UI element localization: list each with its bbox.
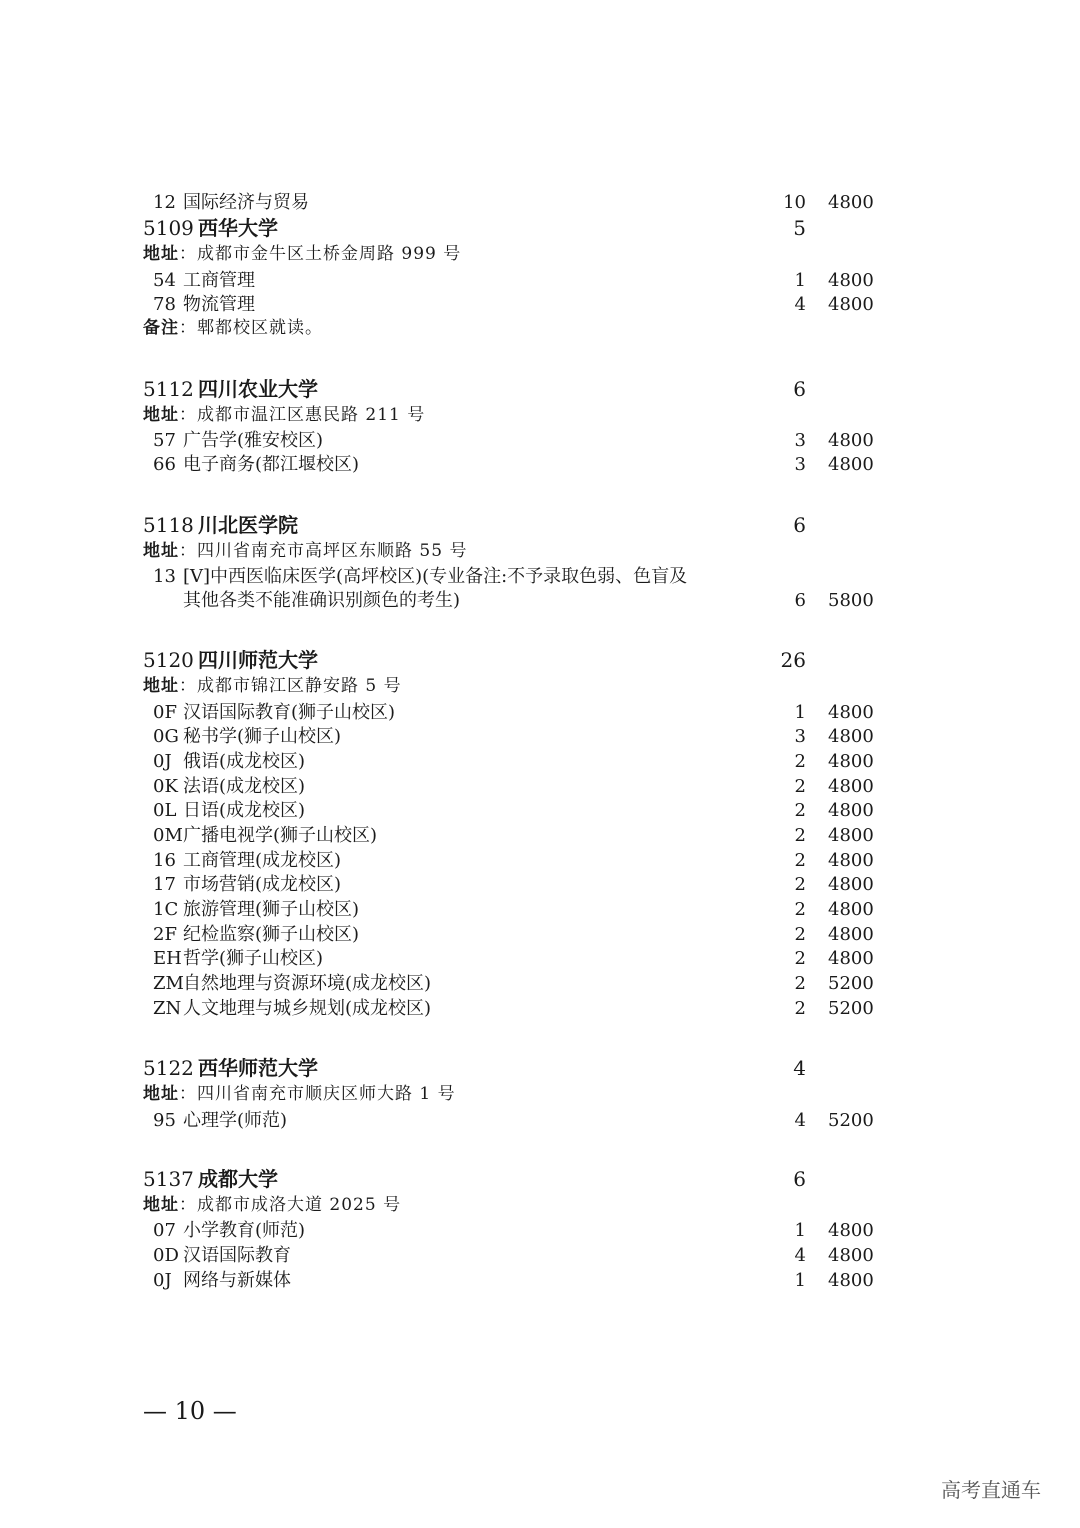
cell-count: 2	[794, 776, 806, 797]
cell-name: 四川师范大学	[198, 648, 318, 672]
cell-count: 2	[794, 899, 806, 920]
cell-code: 07	[153, 1220, 176, 1241]
cell-count: 2	[794, 874, 806, 895]
cell-code: 0K	[153, 776, 178, 797]
cell-fee: 4800	[828, 1220, 874, 1241]
cell-addr-label: 地址	[143, 676, 179, 696]
cell-fee: 5200	[828, 998, 874, 1019]
cell-name: 国际经济与贸易	[183, 192, 309, 213]
university-note	[0, 316, 1080, 341]
cell-fee: 4800	[828, 454, 874, 475]
cell-code: 5120	[143, 648, 194, 672]
cell-code: 0J	[153, 1270, 172, 1291]
major-row	[0, 1218, 1080, 1243]
cell-name: 汉语国际教育(狮子山校区)	[183, 702, 396, 723]
cell-fee: 5800	[828, 590, 874, 611]
cell-fee: 4800	[828, 1245, 874, 1266]
major-row	[0, 564, 1080, 589]
cell-name: 电子商务(都江堰校区)	[183, 454, 360, 475]
cell-code: 0D	[153, 1245, 179, 1266]
cell-code: 13	[153, 566, 176, 587]
university-header	[0, 1167, 1080, 1192]
major-row	[0, 996, 1080, 1021]
cell-code: 5122	[143, 1056, 194, 1080]
cell-count: 2	[794, 924, 806, 945]
cell-count: 4	[794, 294, 806, 315]
university-address	[0, 1082, 1080, 1107]
cell-fee: 4800	[828, 948, 874, 969]
cell-name: 广播电视学(狮子山校区)	[183, 825, 378, 846]
major-row	[0, 946, 1080, 971]
cell-addr: ：成都市温江区惠民路 211 号	[179, 405, 426, 425]
cell-name: 成都大学	[198, 1167, 278, 1191]
cell-name: 秘书学(狮子山校区)	[183, 726, 342, 747]
cell-count: 6	[794, 590, 806, 611]
cell-count: 2	[794, 948, 806, 969]
major-row	[0, 798, 1080, 823]
cell-fee: 4800	[828, 924, 874, 945]
cell-code: 57	[153, 430, 176, 451]
major-row	[0, 774, 1080, 799]
cell-count: 2	[794, 998, 806, 1019]
cell-name: 纪检监察(狮子山校区)	[183, 924, 360, 945]
cell-code: 17	[153, 874, 176, 895]
major-row	[0, 749, 1080, 774]
cell-name: 汉语国际教育	[183, 1245, 291, 1266]
cell-name: 川北医学院	[198, 513, 298, 537]
cell-code: 0F	[153, 702, 177, 723]
cell-code: 54	[153, 270, 176, 291]
cell-name: 市场营销(成龙校区)	[183, 874, 342, 895]
cell-code: 78	[153, 294, 176, 315]
cell-fee: 4800	[828, 270, 874, 291]
cell-addr: ：成都市锦江区静安路 5 号	[179, 676, 402, 696]
cell-code: 5118	[143, 513, 194, 537]
cell-name: 哲学(狮子山校区)	[183, 948, 324, 969]
cell-note: ：郫都校区就读。	[179, 318, 323, 338]
major-row	[0, 190, 1080, 215]
cell-count: 4	[794, 1245, 806, 1266]
cell-fee: 4800	[828, 776, 874, 797]
major-row	[0, 724, 1080, 749]
cell-count: 10	[783, 192, 806, 213]
cell-code: 95	[153, 1110, 176, 1131]
cell-count: 2	[794, 825, 806, 846]
cell-fee: 4800	[828, 899, 874, 920]
cell-name: 四川农业大学	[198, 377, 318, 401]
cell-name: 旅游管理(狮子山校区)	[183, 899, 360, 920]
cell-name: 广告学(雅安校区)	[183, 430, 324, 451]
cell-name: 物流管理	[183, 294, 255, 315]
university-address	[0, 403, 1080, 428]
cell-name: 工商管理(成龙校区)	[183, 850, 342, 871]
cell-code: ZN	[153, 998, 182, 1019]
cell-name: 法语(成龙校区)	[183, 776, 306, 797]
major-row	[0, 848, 1080, 873]
cell-count: 1	[794, 702, 806, 723]
university-address	[0, 674, 1080, 699]
cell-addr: ：四川省南充市高坪区东顺路 55 号	[179, 541, 468, 561]
cell-fee: 4800	[828, 430, 874, 451]
cell-name: 网络与新媒体	[183, 1270, 291, 1291]
university-header	[0, 377, 1080, 402]
cell-code: ZM	[153, 973, 184, 994]
cell-addr-label: 地址	[143, 1084, 179, 1104]
cell-count: 3	[794, 454, 806, 475]
cell-addr: ：成都市成洛大道 2025 号	[179, 1195, 402, 1215]
major-row	[0, 897, 1080, 922]
watermark-text: 高考直通车	[941, 1478, 1041, 1502]
university-address	[0, 242, 1080, 267]
cell-name: 日语(成龙校区)	[183, 800, 306, 821]
page-number: — 10 —	[143, 1397, 237, 1425]
cell-code: 12	[153, 192, 176, 213]
cell-count: 4	[793, 1056, 806, 1080]
major-row-continuation	[0, 588, 1080, 613]
cell-code: 0L	[153, 800, 177, 821]
major-row	[0, 922, 1080, 947]
cell-name: 心理学(师范)	[183, 1110, 288, 1131]
major-row	[0, 268, 1080, 293]
major-row	[0, 872, 1080, 897]
cell-count: 2	[794, 800, 806, 821]
major-row	[0, 428, 1080, 453]
cell-code: 0G	[153, 726, 179, 747]
cell-name: 工商管理	[183, 270, 255, 291]
cell-count: 4	[794, 1110, 806, 1131]
university-address	[0, 1193, 1080, 1218]
cell-count: 2	[794, 751, 806, 772]
cell-addr-label: 地址	[143, 541, 179, 561]
major-row	[0, 1108, 1080, 1133]
cell-fee: 4800	[828, 294, 874, 315]
cell-name: 西华大学	[198, 216, 278, 240]
cell-addr: ：成都市金牛区土桥金周路 999 号	[179, 244, 462, 264]
cell-fee: 5200	[828, 973, 874, 994]
cell-fee: 4800	[828, 874, 874, 895]
cell-fee: 4800	[828, 825, 874, 846]
cell-fee: 4800	[828, 1270, 874, 1291]
cell-count: 26	[780, 648, 806, 672]
cell-fee: 4800	[828, 800, 874, 821]
cell-count: 1	[794, 1270, 806, 1291]
major-row	[0, 1268, 1080, 1293]
cell-code: 5109	[143, 216, 194, 240]
cell-code: 66	[153, 454, 176, 475]
cell-code: 1C	[153, 899, 179, 920]
major-row	[0, 452, 1080, 477]
university-header	[0, 513, 1080, 538]
major-row	[0, 292, 1080, 317]
cell-addr-label: 地址	[143, 244, 179, 264]
cell-code: 16	[153, 850, 176, 871]
cell-count: 6	[793, 377, 806, 401]
major-row	[0, 971, 1080, 996]
university-address	[0, 539, 1080, 564]
cell-line2: 其他各类不能准确识别颜色的考生)	[183, 590, 461, 611]
university-header	[0, 1056, 1080, 1081]
university-header	[0, 216, 1080, 241]
cell-code: EH	[153, 948, 182, 969]
cell-name: 小学教育(师范)	[183, 1220, 306, 1241]
cell-note-label: 备注	[143, 318, 179, 338]
cell-count: 5	[793, 216, 806, 240]
cell-addr-label: 地址	[143, 405, 179, 425]
cell-count: 2	[794, 850, 806, 871]
cell-code: 5112	[143, 377, 194, 401]
cell-code: 2F	[153, 924, 177, 945]
cell-count: 3	[794, 430, 806, 451]
cell-count: 1	[794, 1220, 806, 1241]
cell-fee: 5200	[828, 1110, 874, 1131]
cell-fee: 4800	[828, 751, 874, 772]
major-row	[0, 823, 1080, 848]
cell-count: 2	[794, 973, 806, 994]
cell-name: 自然地理与资源环境(成龙校区)	[183, 973, 432, 994]
cell-name: 西华师范大学	[198, 1056, 318, 1080]
cell-count: 3	[794, 726, 806, 747]
cell-name: 俄语(成龙校区)	[183, 751, 306, 772]
cell-code: 0M	[153, 825, 183, 846]
cell-fee: 4800	[828, 192, 874, 213]
cell-line1: [V]中西医临床医学(高坪校区)(专业备注:不予录取色弱、色盲及	[183, 566, 688, 587]
cell-addr: ：四川省南充市顺庆区师大路 1 号	[179, 1084, 456, 1104]
cell-count: 6	[793, 513, 806, 537]
cell-fee: 4800	[828, 702, 874, 723]
cell-fee: 4800	[828, 850, 874, 871]
cell-addr-label: 地址	[143, 1195, 179, 1215]
cell-name: 人文地理与城乡规划(成龙校区)	[183, 998, 432, 1019]
major-row	[0, 700, 1080, 725]
university-header	[0, 648, 1080, 673]
cell-code: 5137	[143, 1167, 194, 1191]
major-row	[0, 1243, 1080, 1268]
cell-code: 0J	[153, 751, 172, 772]
cell-fee: 4800	[828, 726, 874, 747]
cell-count: 6	[793, 1167, 806, 1191]
cell-count: 1	[794, 270, 806, 291]
